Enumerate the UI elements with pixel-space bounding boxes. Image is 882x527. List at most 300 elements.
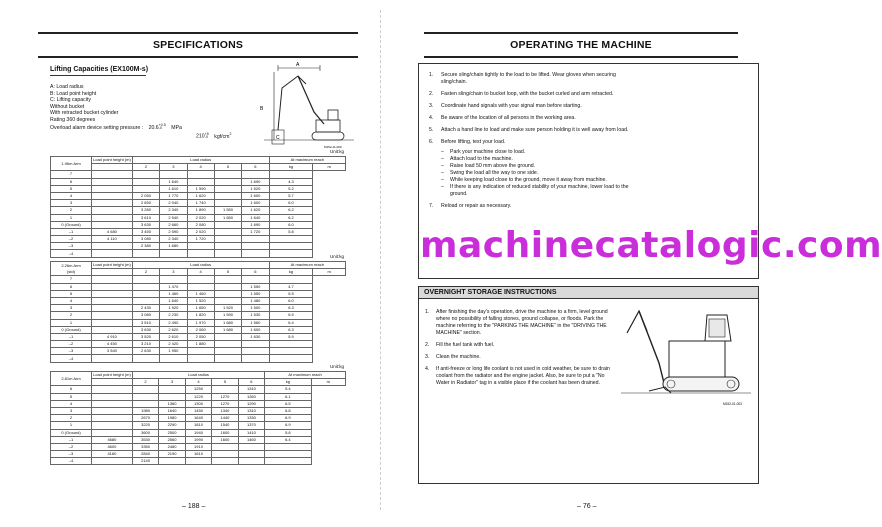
table-row <box>51 236 346 243</box>
capacity-cell: 2290 <box>159 422 185 429</box>
capacity-cell <box>214 276 241 283</box>
table-row <box>51 178 346 185</box>
capacity-cell <box>238 458 264 465</box>
excavator-code: M152-01-003 <box>723 402 742 406</box>
capacity-cell <box>242 236 269 243</box>
capacity-table-1: 1.96m Arm Load point height (m) Load radius At maximum reach 2 3 4 5 6 kg m 7 6 1 640 1 690 4.3 5 1 610 1 590 1 520 5.2 4 2 050 1 770 1 620 1 600 5.7 3 2 650 2 040 1 740 1 600 6.0 2 3 280 2 340 1 890 1 550 1 620 6.2 1 3 610 2 540 2 020 1 650 1 640 6.2 0 (Ground) 3 630 2 660 2 080 1 690 6.0 –1 4 680 3 450 2 590 2 020 1 720 5.8 –2 4 110 3 080 2 340 1 720 –3 2 380 1 680 –4 <box>50 156 346 258</box>
capacity-cell: 2 590 <box>160 228 187 235</box>
capacity-cell: 1310 <box>238 407 264 414</box>
capacity-cell <box>265 451 311 458</box>
capacity-cell <box>214 341 241 348</box>
sub-step: – Park your machine close to load. <box>441 149 526 155</box>
capacity-cell: 1540 <box>212 422 238 429</box>
capacity-cell: 2190 <box>159 451 185 458</box>
capacity-cell <box>214 192 241 199</box>
title-underline <box>50 75 146 76</box>
capacity-cell: 4 910 <box>92 333 133 340</box>
condition-cell: 1.96m Arm <box>51 157 92 171</box>
capacity-cell <box>185 458 211 465</box>
table-row <box>51 355 346 362</box>
capacity-cell <box>92 200 133 207</box>
load-point-height-cell: 4 <box>51 400 92 407</box>
table-row <box>51 429 346 436</box>
load-point-height-cell: 7 <box>51 171 92 178</box>
capacity-cell <box>242 341 269 348</box>
capacity-cell: 5.7 <box>269 192 313 199</box>
capacity-cell: 6.4 <box>269 319 313 326</box>
capacity-cell: 1340 <box>212 407 238 414</box>
capacity-cell <box>92 422 133 429</box>
capacity-cell <box>132 185 159 192</box>
capacity-cell: 3 630 <box>132 221 159 228</box>
capacity-cell: 1 460 <box>187 290 214 297</box>
capacity-cell: 3 080 <box>132 236 159 243</box>
capacity-cell <box>132 171 159 178</box>
sub-step: – Swing the load all the way to one side. <box>441 170 539 176</box>
table-row <box>51 228 346 235</box>
capacity-cell <box>160 355 187 362</box>
capacity-cell: 1 720 <box>187 236 214 243</box>
capacity-cell: 1260 <box>238 393 264 400</box>
capacity-cell: 1330 <box>238 415 264 422</box>
capacity-cell: 2 610 <box>160 333 187 340</box>
label-a: A <box>296 62 300 68</box>
capacity-cell: 1 520 <box>214 305 241 312</box>
sub-step: – If there is any indication of reduced stability of your machine, lower load to the ground. <box>441 184 629 197</box>
capacity-cell: 1450 <box>185 407 211 414</box>
capacity-cell: 6.2 <box>269 214 313 221</box>
capacity-cell: 1360 <box>159 400 185 407</box>
capacity-cell: 1 820 <box>187 312 214 319</box>
capacity-cell: 3350 <box>132 443 158 450</box>
capacity-cell: 1 720 <box>242 228 269 235</box>
step: 2. Fasten sling/chain to bucket loop, with the bucket curled and arm retracted. <box>429 91 614 97</box>
step: 7. Reload or repair as necessary. <box>429 203 512 209</box>
capacity-cell <box>212 451 238 458</box>
capacity-cell: 4.7 <box>269 283 313 290</box>
capacity-cell <box>92 355 133 362</box>
capacity-cell: 1 470 <box>160 283 187 290</box>
capacity-cell: 1 680 <box>214 319 241 326</box>
capacity-cell <box>132 400 158 407</box>
capacity-cell: 5.2 <box>269 185 313 192</box>
overnight-step: 4. If anti-freeze or long life coolant is not used in cold weather, be sure to drain coolant from the radiator and the engine jacket. Also, be sure to put a "No Water in Radiator" tag in a visible place if the coolant has been drained. <box>425 366 610 386</box>
capacity-cell <box>269 341 313 348</box>
capacity-cell: 6.0 <box>269 221 313 228</box>
capacity-cell <box>214 348 241 355</box>
capacity-cell <box>214 200 241 207</box>
capacity-cell: 1310 <box>238 386 264 393</box>
capacity-cell: 1 520 <box>242 185 269 192</box>
capacity-cell: 1 740 <box>187 200 214 207</box>
load-point-height-cell: –4 <box>51 250 92 257</box>
capacity-cell <box>132 355 159 362</box>
capacity-cell: 2 630 <box>132 348 159 355</box>
capacity-cell: 1600 <box>212 436 238 443</box>
capacity-cell: 2840 <box>132 451 158 458</box>
load-point-height-cell: 7 <box>51 276 92 283</box>
capacity-cell: 1 550 <box>242 283 269 290</box>
capacity-cell <box>92 276 133 283</box>
capacity-cell: 1440 <box>212 415 238 422</box>
capacity-cell: 2 540 <box>160 214 187 221</box>
capacity-cell <box>92 207 133 214</box>
table-row <box>51 407 346 414</box>
capacity-cell <box>159 386 185 393</box>
capacity-cell: 4 680 <box>92 228 133 235</box>
capacity-cell: 1 500 <box>242 305 269 312</box>
capacity-cell: 2480 <box>159 443 185 450</box>
excavator-illustration <box>619 303 753 411</box>
capacity-cell: 1 970 <box>187 319 214 326</box>
capacity-cell: 1410 <box>238 429 264 436</box>
capacity-cell: 1220 <box>185 393 211 400</box>
load-point-height-cell: 2 <box>51 415 92 422</box>
capacity-cell <box>242 243 269 250</box>
capacity-cell: 1370 <box>238 422 264 429</box>
capacity-cell <box>92 283 133 290</box>
capacity-cell: 6.9 <box>265 422 311 429</box>
capacity-cell: 3 510 <box>132 319 159 326</box>
table-row <box>51 171 346 178</box>
step: 3. Coordinate hand signals with your signal man before starting. <box>429 103 582 109</box>
load-point-height-cell: 4 <box>51 192 92 199</box>
capacity-cell <box>187 348 214 355</box>
sub-step: – Attach load to the machine. <box>441 156 513 162</box>
capacity-cell: 1250 <box>185 386 211 393</box>
step: 5. Attach a hand line to load and make sure person holding it is well away from load. <box>429 127 629 133</box>
capacity-cell: 1 690 <box>242 221 269 228</box>
capacity-cell: 1 620 <box>187 192 214 199</box>
specifications-header: SPECIFICATIONS <box>38 32 358 58</box>
capacity-cell: 1 480 <box>242 297 269 304</box>
page-gutter <box>380 10 381 510</box>
sub-step: – Raise load 50 mm above the ground. <box>441 163 536 169</box>
legend-line: B: Load point height <box>50 90 97 97</box>
capacity-cell <box>269 250 313 257</box>
legend <box>50 84 232 140</box>
load-point-height-cell: 3 <box>51 305 92 312</box>
capacity-cell: 1 600 <box>242 326 269 333</box>
capacity-cell: 1 680 <box>160 243 187 250</box>
capacity-cell: 1940 <box>185 429 211 436</box>
capacity-cell: 5.9 <box>269 333 313 340</box>
capacity-cell <box>214 185 241 192</box>
capacity-cell <box>214 243 241 250</box>
capacity-cell <box>159 393 185 400</box>
capacity-cell <box>214 221 241 228</box>
capacity-cell: 1 550 <box>214 207 241 214</box>
capacity-cell <box>269 236 313 243</box>
capacity-cell: 1 680 <box>214 326 241 333</box>
capacity-cell: 3 630 <box>132 326 159 333</box>
load-point-height-cell: 0 (Ground) <box>51 429 92 436</box>
table-row <box>51 386 346 393</box>
capacity-cell: 6.1 <box>265 393 311 400</box>
table-row <box>51 250 346 257</box>
capacity-cell: 1 590 <box>187 185 214 192</box>
capacity-cell: 3 520 <box>132 333 159 340</box>
capacity-cell: 1 770 <box>160 192 187 199</box>
capacity-cell <box>212 458 238 465</box>
capacity-cell: 1 520 <box>187 297 214 304</box>
capacity-cell <box>242 250 269 257</box>
capacity-cell: 1 880 <box>187 341 214 348</box>
table-row <box>51 458 346 465</box>
capacity-cell: 2 040 <box>160 200 187 207</box>
lifting-capacities-title: Lifting Capacities (EX100M-s) <box>50 66 149 73</box>
capacity-cell: 2140 <box>132 458 158 465</box>
capacity-cell: 1 620 <box>242 207 269 214</box>
table-row <box>51 319 346 326</box>
load-point-height-cell: –2 <box>51 236 92 243</box>
capacity-cell <box>214 297 241 304</box>
capacity-cell <box>187 178 214 185</box>
capacity-cell: 1 560 <box>242 319 269 326</box>
table-row <box>51 283 346 290</box>
capacity-cell: 1 640 <box>242 214 269 221</box>
capacity-cell: 1270 <box>212 393 238 400</box>
legend-line: Rating 360 degrees <box>50 116 96 123</box>
label-c: C <box>276 135 280 141</box>
overnight-step: 3. Clean the machine. <box>425 354 481 360</box>
table-row <box>51 341 346 348</box>
table-row <box>51 290 346 297</box>
unit-label: Unit:kg <box>330 149 345 154</box>
overnight-steps <box>425 309 615 392</box>
capacity-cell <box>214 236 241 243</box>
capacity-cell: 3530 <box>132 436 158 443</box>
step: 6. Before lifting, test your load. – Park your machine close to load. – Attach load to the machine. – Raise load 50 mm above the ground. – Swing the load all the way to one side. – While keeping load close to the ground, move it away from machine. – If there is any indication of reduced stability of your machine, lower load to the ground. <box>429 139 639 198</box>
capacity-cell <box>269 348 313 355</box>
step: 4. Be aware of the location of all persons in the working area. <box>429 115 576 121</box>
table-row <box>51 276 346 283</box>
table-row <box>51 185 346 192</box>
load-point-height-cell: 3 <box>51 200 92 207</box>
capacity-cell <box>132 297 159 304</box>
load-point-height-cell: 5 <box>51 185 92 192</box>
capacity-cell: 5.8 <box>265 429 311 436</box>
load-point-height-cell: –2 <box>51 443 92 450</box>
capacity-cell: 1 600 <box>242 192 269 199</box>
capacity-cell <box>92 171 133 178</box>
capacity-cell: 2 020 <box>187 228 214 235</box>
capacity-cell <box>212 386 238 393</box>
capacity-cell: 1610 <box>185 451 211 458</box>
capacity-cell: 2 620 <box>160 326 187 333</box>
capacity-cell <box>92 393 133 400</box>
capacity-cell: 3 210 <box>132 341 159 348</box>
capacity-cell <box>214 355 241 362</box>
capacity-cell: 1980 <box>159 415 185 422</box>
condition-cell: 2.81m Arm <box>51 372 92 386</box>
capacity-cell: 1600 <box>212 429 238 436</box>
capacity-cell: 1 550 <box>242 290 269 297</box>
left-page-number: – 188 – <box>182 503 206 510</box>
capacity-cell: 6.8 <box>265 407 311 414</box>
capacity-cell: 3 610 <box>132 214 159 221</box>
table-row <box>51 305 346 312</box>
load-point-height-cell: –1 <box>51 436 92 443</box>
legend-line: Without bucket <box>50 103 85 110</box>
capacity-cell: 2 340 <box>160 236 187 243</box>
sub-step: – While keeping load close to the ground, move it away from machine. <box>441 177 607 183</box>
capacity-table-2: 2.26m Arm (std) Load point height (m) Load radius At maximum reach 2 3 4 5 6 kg m 7 6 1 470 1 550 4.7 5 1 460 1 460 1 550 5.5 4 1 640 1 520 1 480 6.0 3 2 430 1 920 1 650 1 520 1 500 6.3 2 3 080 2 230 1 820 1 590 1 530 6.5 1 3 510 2 490 1 970 1 680 1 560 6.4 0 (Ground) 3 630 2 620 2 060 1 680 1 600 6.3 –1 4 910 3 520 2 610 2 050 1 630 5.9 –2 4 450 3 210 2 420 1 880 –3 3 540 2 630 1 950 –4 <box>50 261 346 363</box>
capacity-cell: 2 020 <box>187 214 214 221</box>
capacity-cell <box>92 312 133 319</box>
capacity-cell <box>92 319 133 326</box>
load-point-height-cell: 4 <box>51 297 92 304</box>
capacity-cell: 3 080 <box>132 312 159 319</box>
capacity-cell <box>132 386 158 393</box>
capacity-cell: 1270 <box>212 400 238 407</box>
capacity-cell: 5.4 <box>265 386 311 393</box>
load-point-height-cell: 5 <box>51 393 92 400</box>
capacity-cell <box>187 171 214 178</box>
capacity-cell <box>242 276 269 283</box>
capacity-cell: 6.2 <box>269 207 313 214</box>
capacity-cell <box>242 348 269 355</box>
load-point-height-cell: –4 <box>51 355 92 362</box>
unit-label: Unit:kg <box>330 364 345 369</box>
capacity-cell: 1640 <box>159 407 185 414</box>
table-row <box>51 393 346 400</box>
capacity-cell: 6.3 <box>269 326 313 333</box>
watermark: machinecatalogic.com <box>420 225 882 266</box>
capacity-cell: 1990 <box>185 436 211 443</box>
load-point-height-cell: –4 <box>51 458 92 465</box>
capacity-cell <box>92 243 133 250</box>
load-point-height-cell: –1 <box>51 228 92 235</box>
capacity-cell: 1 690 <box>242 178 269 185</box>
capacity-cell <box>214 228 241 235</box>
capacity-cell: 4.3 <box>269 178 313 185</box>
load-point-height-cell: 0 (Ground) <box>51 326 92 333</box>
capacity-cell: 1910 <box>185 443 211 450</box>
load-point-height-cell: 1 <box>51 422 92 429</box>
left-page <box>0 0 384 527</box>
table-row <box>51 297 346 304</box>
capacity-cell <box>238 443 264 450</box>
capacity-cell: 2670 <box>132 415 158 422</box>
capacity-cell <box>160 171 187 178</box>
capacity-cell: 6.3 <box>269 305 313 312</box>
capacity-cell: 1 530 <box>242 312 269 319</box>
capacity-cell <box>269 243 313 250</box>
capacity-cell: 6.5 <box>265 400 311 407</box>
capacity-cell: 1 610 <box>160 185 187 192</box>
table-row <box>51 214 346 221</box>
label-b: B <box>260 106 264 112</box>
capacity-cell: 2 650 <box>132 200 159 207</box>
capacity-cell: 3220 <box>132 422 158 429</box>
capacity-cell <box>92 458 133 465</box>
table-row <box>51 400 346 407</box>
capacity-cell <box>187 276 214 283</box>
capacity-cell <box>132 393 158 400</box>
capacity-cell <box>187 243 214 250</box>
capacity-cell: 3 280 <box>132 207 159 214</box>
load-point-height-cell: 6 <box>51 283 92 290</box>
capacity-cell: 3 450 <box>132 228 159 235</box>
capacity-cell <box>160 250 187 257</box>
table-row <box>51 333 346 340</box>
capacity-cell <box>92 250 133 257</box>
capacity-cell: 2 060 <box>187 326 214 333</box>
load-point-height-cell: –2 <box>51 341 92 348</box>
capacity-cell: 2 380 <box>132 243 159 250</box>
capacity-cell <box>214 283 241 290</box>
capacity-cell <box>160 276 187 283</box>
capacity-cell: 1290 <box>238 400 264 407</box>
capacity-cell: 1 650 <box>214 214 241 221</box>
sub-steps <box>429 149 639 198</box>
capacity-cell <box>92 305 133 312</box>
capacity-cell: 1300 <box>185 400 211 407</box>
capacity-cell <box>92 178 133 185</box>
legend-line: C: Lifting capacity <box>50 97 91 104</box>
load-point-height-cell: –3 <box>51 243 92 250</box>
capacity-cell <box>212 443 238 450</box>
load-point-height-cell: 6 <box>51 178 92 185</box>
capacity-cell: 1 630 <box>242 333 269 340</box>
overnight-step: 2. Fill the fuel tank with fuel. <box>425 342 495 348</box>
capacity-cell: 1980 <box>132 407 158 414</box>
table-row <box>51 221 346 228</box>
load-point-height-cell: 1 <box>51 319 92 326</box>
capacity-cell: 6.0 <box>269 297 313 304</box>
capacity-cell: 4680 <box>92 436 133 443</box>
capacity-cell <box>92 221 133 228</box>
capacity-cell: 2 660 <box>160 221 187 228</box>
capacity-cell: 1460 <box>238 436 264 443</box>
capacity-cell <box>214 178 241 185</box>
capacity-cell <box>92 185 133 192</box>
capacity-cell <box>132 250 159 257</box>
diagram-code: M152-11-000 <box>324 145 342 149</box>
table-row <box>51 200 346 207</box>
capacity-cell <box>269 355 313 362</box>
capacity-cell <box>132 290 159 297</box>
capacity-cell <box>187 283 214 290</box>
capacity-cell: 3600 <box>132 429 158 436</box>
load-point-height-cell: 3 <box>51 407 92 414</box>
capacity-cell <box>92 297 133 304</box>
capacity-cell: 4 110 <box>92 236 133 243</box>
step: 1. Secure sling/chain tightly to the load to be lifted. Wear gloves when securing sling/chain. <box>429 72 616 85</box>
capacity-cell: 1 590 <box>214 312 241 319</box>
table-row <box>51 192 346 199</box>
overnight-storage-title: OVERNIGHT STORAGE INSTRUCTIONS <box>419 287 758 299</box>
capacity-cell: 2 050 <box>187 333 214 340</box>
capacity-cell <box>92 214 133 221</box>
table-row <box>51 207 346 214</box>
capacity-cell <box>265 443 311 450</box>
alarm-setting: Overload alarm device setting pressure : 20.6 +0.5 -0 MPa <box>50 122 182 131</box>
overnight-step: 1. After finishing the day's operation, drive the machine to a firm, level ground where no possibility of falling stones, ground collapse, or floods. Park the machine referring to the "PARKING THE MACHINE" in the "DRIVING THE MACHINE" section. <box>425 309 608 336</box>
overnight-storage-box <box>418 286 759 484</box>
capacity-cell: 6.5 <box>269 312 313 319</box>
table-row <box>51 348 346 355</box>
capacity-cell <box>187 250 214 257</box>
table-row <box>51 451 346 458</box>
capacity-cell: 1640 <box>185 415 211 422</box>
capacity-cell <box>238 451 264 458</box>
capacity-cell: 3 540 <box>92 348 133 355</box>
capacity-cell: 5.5 <box>269 290 313 297</box>
table-row <box>51 436 346 443</box>
capacity-cell <box>92 415 133 422</box>
